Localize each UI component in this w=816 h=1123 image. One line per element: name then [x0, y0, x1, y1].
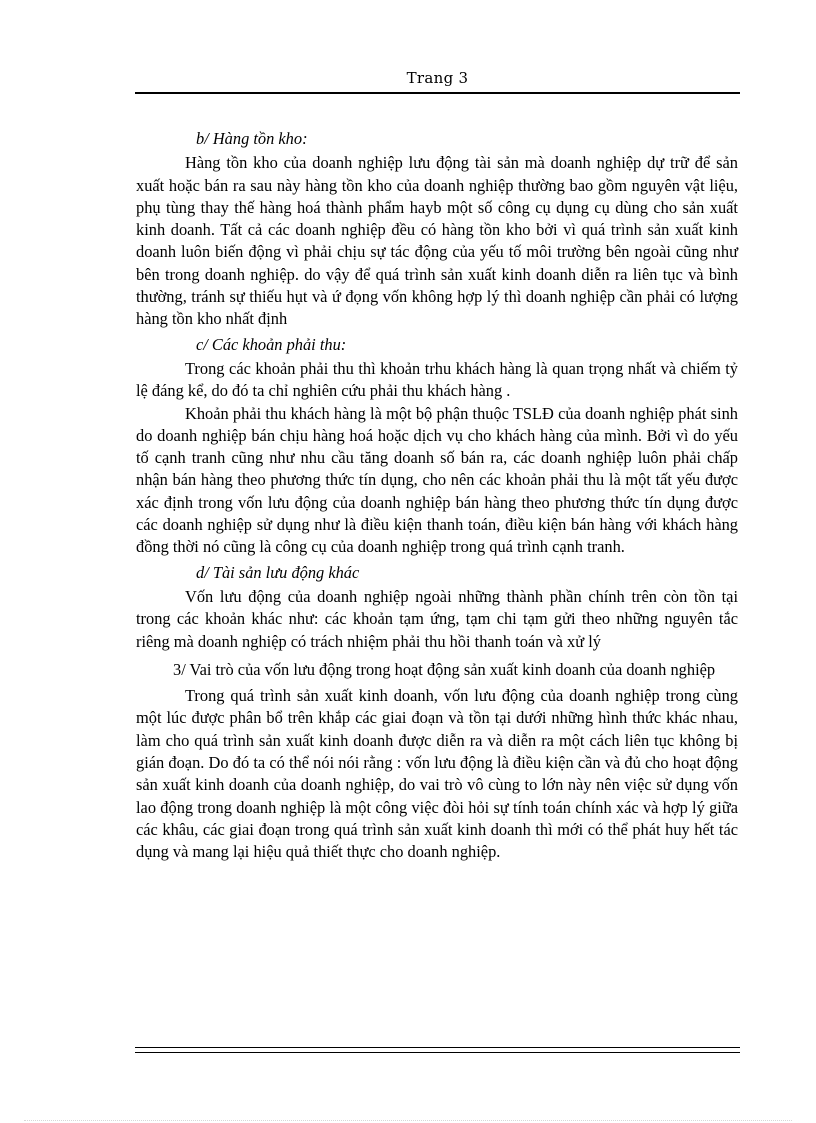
section-working-capital-role-title: 3/ Vai trò của vốn lưu động trong hoạt động sản xuất kinh doanh của doanh nghiệp — [173, 659, 716, 679]
footer-double-rule — [135, 1047, 740, 1053]
section-other-assets — [136, 562, 738, 653]
section-inventory — [136, 128, 738, 331]
section-receivables-paragraph-2: Khoản phải thu khách hàng là một bộ phận thuộc TSLĐ của doanh nghiệp phát sinh do doanh nghiệp bán chịu hàng hoá hoặc dịch vụ cho khách hàng của mình. Bởi vì do yếu tố cạnh tranh cũng như nhu cầu tăng doanh số bán ra, các doanh nghiệp luôn phải chấp nhận bán hàng theo phương thức tín dụng, cho nên các khoản phải thu là một tất yếu được xác định trong vốn lưu động của doanh nghiệp bán hàng theo phương thức tín dụng được các doanh nghiệp sử dụng như là điều kiện thanh toán, điều kiện bán hàng với khách hàng đồng thời nó cũng là công cụ của doanh nghiệp trong quá trình cạnh tranh. — [136, 403, 738, 557]
section-receivables-paragraph-1: Trong các khoản phải thu thì khoản trhu khách hàng là quan trọng nhất và chiếm tỷ lệ đáng kể, do đó ta chỉ nghiên cứu phải thu khách hàng . — [136, 358, 738, 401]
section-receivables — [136, 334, 738, 559]
section-inventory-paragraph-1: Hàng tồn kho của doanh nghiệp lưu động tài sản mà doanh nghiệp dự trữ để sản xuất hoặc bán ra sau này hàng tồn kho của doanh nghiệp thường bao gồm nguyên vật liệu, phụ tùng thay thế hàng hoá thành phẩm hayb một số công cụ dụng cụ dùng cho sản xuất kinh doanh. Tất cả các doanh nghiệp đều có hàng tồn kho bởi vì quá trình sản xuất kinh doanh luôn biến động vì phải chịu sự tác động của yếu tố môi trường bên ngoài cũng như bên trong doanh nghiệp. do vậy để quá trình sản xuất kinh doanh diễn ra liên tục và bình thường, tránh sự thiếu hụt và ứ đọng vốn không hợp lý thì doanh nghiệp cần phải có lượng hàng tồn kho nhất định — [136, 153, 738, 329]
section-other-assets-title: d/ Tài sản lưu động khác — [196, 562, 360, 582]
section-receivables-title: c/ Các khoản phải thu: — [196, 334, 347, 354]
section-working-capital-role — [136, 659, 738, 864]
page-header: Trang 3 — [406, 69, 469, 87]
section-inventory-title: b/ Hàng tồn kho: — [196, 129, 308, 148]
section-other-assets-paragraph-1: Vốn lưu động của doanh nghiệp ngoài những thành phần chính trên còn tồn tại trong các khoản khác như: các khoản tạm ứng, tạm chi tạm gửi theo những nguyên tắc riêng mà doanh nghiệp có trách nhiệm phải thu hồi thanh toán và xử lý — [136, 586, 738, 651]
section-working-capital-role-paragraph-1: Trong quá trình sản xuất kinh doanh, vốn lưu động của doanh nghiệp trong cùng một lúc được phân bổ trên khắp các giai đoạn và tồn tại dưới những hình thức khác nhau, làm cho quá trình sản xuất kinh doanh được diễn ra và diễn ra một cách liên tục không bị gián đoạn. Do đó ta có thể nói nói rằng : vốn lưu động là điều kiện cần và đủ cho hoạt động sản xuất kinh doanh của doanh nghiệp, do vai trò vô cùng to lớn này nên việc sử dụng vốn lao động trong doanh nghiệp là một công việc đòi hỏi sự tính toán chính xác và hợp lý giữa các khâu, các giai đoạn trong quá trình sản xuất kinh doanh thì mới có thể phát huy hết tác dụng và mang lại hiệu quả thiết thực cho doanh nghiệp. — [136, 686, 738, 862]
header-rule — [135, 92, 740, 94]
page-bottom-dotted-edge — [24, 1120, 792, 1121]
page-content — [136, 128, 738, 864]
